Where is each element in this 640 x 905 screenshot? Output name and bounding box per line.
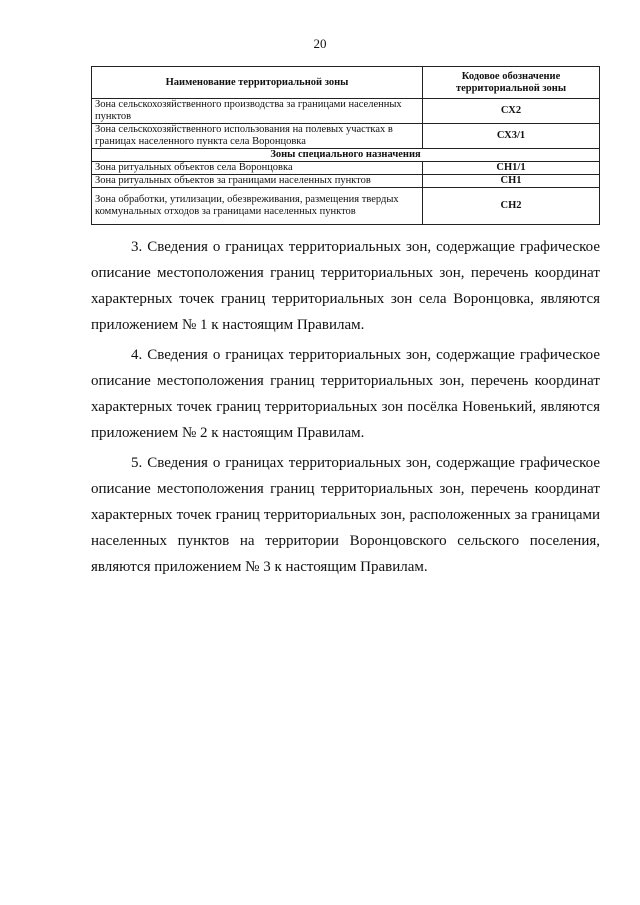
table-row [92,188,600,225]
table-row [92,99,600,124]
paragraph-4: 4. Сведения о границах территориальных зон, содержащие графическое описание местоположения границ территориальных зон, перечень координат характерных точек границ территориальных зон посёлка Новенький, являются приложением № 2 к настоящим Правилам. [91,347,600,441]
paragraph-3: 3. Сведения о границах территориальных зон, содержащие графическое описание местоположения границ территориальных зон, перечень координат характерных точек границ территориальных зон села Воронцовка, являются приложением № 1 к настоящим Правилам. [91,239,600,333]
header-zone-name: Наименование территориальной зоны [92,67,423,99]
section-title: Зоны специального назначения [92,149,600,162]
table-row [92,175,600,188]
zone-code-cell: СН1/1 [423,162,600,175]
table-row [92,162,600,175]
zone-code-cell: СН1 [423,175,600,188]
header-zone-code: Кодовое обозначение территориальной зоны [423,67,600,99]
zones-table [91,66,600,225]
zone-name-cell: Зона ритуальных объектов за границами населенных пунктов [92,175,423,188]
table-header-row [92,67,600,99]
zone-name-cell: Зона ритуальных объектов села Воронцовка [92,162,423,175]
zone-code-cell: СХ3/1 [423,124,600,149]
zone-name-cell: Зона сельскохозяйственного использования на полевых участках в границах населенного пункта села Воронцовка [92,124,423,149]
table-row [92,124,600,149]
paragraph-5: 5. Сведения о границах территориальных зон, содержащие графическое описание местоположения границ территориальных зон, перечень координат характерных точек границ территориальных зон, расположенных за границами населенных пунктов на территории Воронцовского сельского поселения, являются приложением № 3 к настоящим Правилам. [91,455,600,575]
body-text [91,234,600,584]
zone-code-cell: СХ2 [423,99,600,124]
zone-name-cell: Зона обработки, утилизации, обезвреживания, размещения твердых коммунальных отходов за границами населенных пунктов [92,188,423,225]
page-number: 20 [313,36,327,51]
zone-code-cell: СН2 [423,188,600,225]
zone-name-cell: Зона сельскохозяйственного производства за границами населенных пунктов [92,99,423,124]
section-header-row [92,149,600,162]
